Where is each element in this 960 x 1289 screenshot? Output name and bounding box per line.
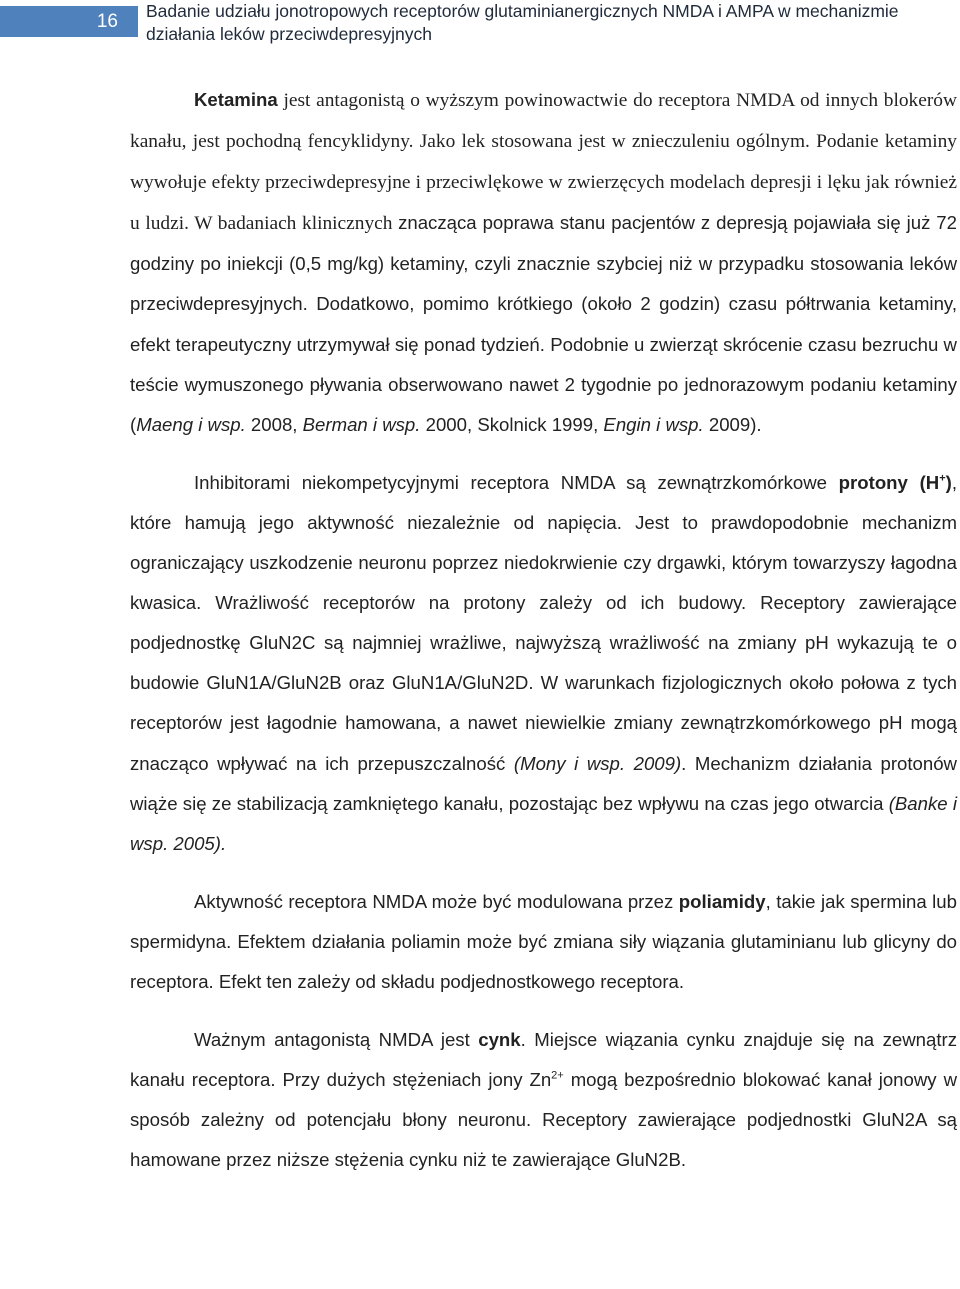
text-span: . Miejsce wiązania cynku znajduje się na zewnątrz kanału receptora. Przy dużych stężeniach jony Zn bbox=[130, 1029, 957, 1091]
page-header bbox=[0, 0, 960, 52]
text-span: znacząca poprawa stanu pacjentów z depresją pojawiała się już 72 godziny po iniekcji (0,5 mg/kg) ketaminy, czyli znacznie szybciej niż w przypadku stosowania leków przeciwdepresyjnych. Dodatkowo, pomimo krótkiego (około 2 godzin) czasu półtrwania ketaminy, efekt terapeutyczny utrzymywał się ponad tydzień. Podobnie u zwierząt skrócenie czasu bezruchu w teście wymuszonego pływania obserwowano nawet 2 tygodnie po jednorazowym podaniu ketaminy ( bbox=[130, 212, 957, 435]
formula-h-open: (H bbox=[919, 471, 940, 493]
keyword-protony: protony bbox=[838, 471, 908, 493]
paragraph-cynk bbox=[130, 1020, 957, 1180]
text-span: 2000, Skolnick 1999, bbox=[420, 413, 604, 435]
keyword-poliamidy: poliamidy bbox=[678, 890, 766, 912]
keyword-ketamina: Ketamina bbox=[194, 89, 278, 110]
text-span: . Mechanizm działania protonów wiąże się ze stabilizacją zamkniętego kanału, pozostając bez wpływu na czas jego otwarcia bbox=[130, 752, 957, 814]
text-span: , takie jak spermina lub spermidyna. Efektem działania poliamin może być zmiana siły wiązania glutaminianu lub glicyny do receptora. Efekt ten zależy od składu podjednostkowego receptora. bbox=[130, 890, 957, 992]
text-span: mogą bezpośrednio blokować kanał jonowy w sposób zależny od potencjału błony neuronu. Receptory zawierające podjednostki GluN2A są hamowane przez niższe stężenia cynku niż te zawierające GluN2B. bbox=[130, 1069, 957, 1171]
paragraph-poliamidy bbox=[130, 882, 957, 1002]
text-span: Inhibitorami niekompetycyjnymi receptora NMDA są zewnątrzkomórkowe bbox=[194, 471, 839, 493]
citation: (Banke i wsp. 2005). bbox=[130, 792, 957, 854]
text-span: Ważnym antagonistą NMDA jest bbox=[194, 1029, 479, 1051]
text-span bbox=[908, 472, 920, 493]
formula-h-plus bbox=[920, 472, 952, 493]
running-title: Badanie udziału jonotropowych receptorów glutaminianergicznych NMDA i AMPA w mechanizmie działania leków przeciwdepresyjnych bbox=[146, 1, 899, 44]
text-span: Aktywność receptora NMDA może być modulowana przez bbox=[194, 890, 679, 912]
keyword-cynk: cynk bbox=[478, 1029, 521, 1051]
page-number: 16 bbox=[0, 6, 138, 37]
paragraph-ketamina bbox=[130, 80, 957, 445]
document-body bbox=[130, 80, 957, 1180]
citation: (Mony i wsp. 2009) bbox=[513, 752, 682, 774]
superscript-2plus: 2+ bbox=[551, 1069, 564, 1082]
text-span: , które hamują jego aktywność niezależnie od napięcia. Jest to prawdopodobnie mechanizm ograniczający uszkodzenie neuronu poprzez niedokrwienie czy drgawki, którym towarzyszy łagodna kwasica. Wrażliwość receptorów na protony zależy od ich budowy. Receptory zawierające podjednostkę GluN2C są najmniej wrażliwe, najwyższą wrażliwość na zmiany pH wykazują te o budowie GluN1A/GluN2B oraz GluN1A/GluN2D. W warunkach fizjologicznych około połowa z tych receptorów jest łagodnie hamowana, a nawet niewielkie zmiany zewnątrzkomórkowego pH mogą znacząco wpływać na ich przepuszczalność bbox=[130, 471, 957, 774]
formula-h-close: ) bbox=[945, 471, 952, 493]
citation: Berman i wsp. bbox=[302, 413, 421, 435]
text-span: jest antagonistą o wyższym powinowactwie do receptora NMDA od innych blokerów kanału, jest pochodną fencyklidyny. Jako lek stosowana jest w znieczuleniu ogólnym. Podanie ketaminy wywołuje efekty przeciwdepresyjne i przeciwlękowe w zwierzęcych modelach depresji i lęku jak również u ludzi. W badaniach klinicznych bbox=[130, 90, 957, 235]
text-span: 2008, bbox=[245, 413, 303, 435]
superscript-plus: + bbox=[939, 472, 946, 485]
citation: Maeng i wsp. bbox=[136, 413, 246, 435]
citation: Engin i wsp. bbox=[603, 413, 704, 435]
text-span: 2009). bbox=[703, 413, 762, 435]
paragraph-protony bbox=[130, 463, 957, 864]
